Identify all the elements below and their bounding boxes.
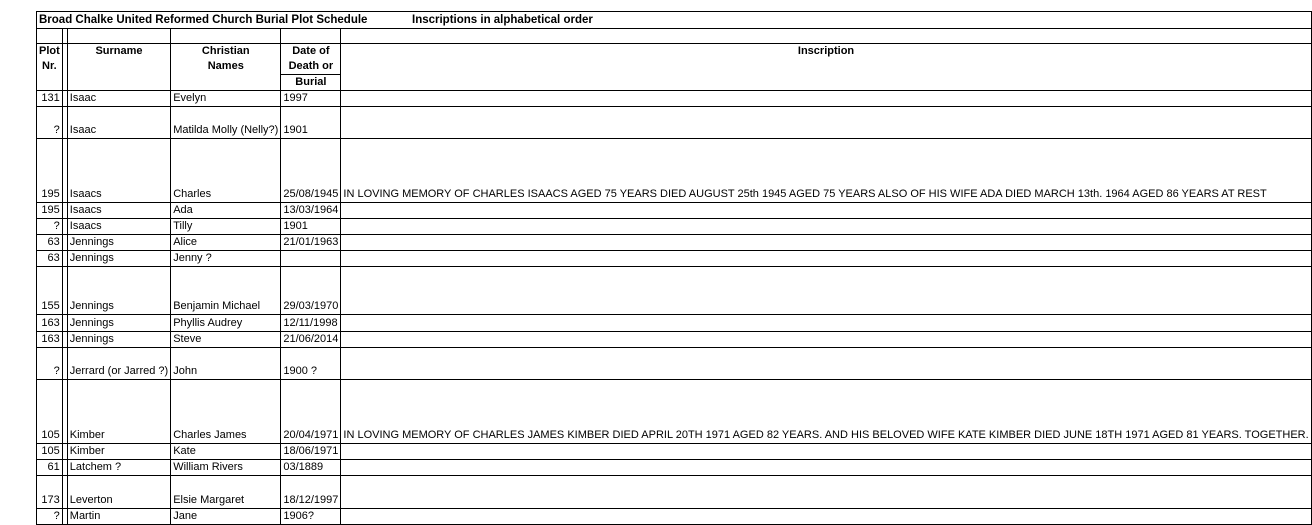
header-christian-line1: Christian xyxy=(201,45,250,57)
header-inscription: Inscription xyxy=(341,44,1311,91)
sheet-title: Broad Chalke United Reformed Church Burial Plot Schedule xyxy=(39,14,368,26)
header-date xyxy=(281,44,341,91)
table-row xyxy=(37,315,1312,332)
sheet-subtitle: Inscriptions in alphabetical order xyxy=(412,14,593,26)
date-cell: 21/06/2014 xyxy=(281,332,341,348)
date-cell: 1901 xyxy=(281,107,341,139)
plot-cell: 105 xyxy=(37,380,63,444)
table-row xyxy=(37,107,1312,139)
table-row xyxy=(37,380,1312,444)
surname-cell: Jennings xyxy=(67,251,170,267)
christian-name-cell: Benjamin Michael xyxy=(171,267,281,315)
header-plot-line1: Plot xyxy=(39,45,60,57)
date-cell: 13/03/1964 xyxy=(281,203,341,219)
table-row xyxy=(37,332,1312,348)
inscription-cell xyxy=(341,460,1311,476)
surname-cell: Isaacs xyxy=(67,203,170,219)
inscription-cell xyxy=(341,348,1311,380)
date-cell: 1901 xyxy=(281,219,341,235)
plot-cell: 61 xyxy=(37,460,63,476)
inscription-cell: IN LOVING MEMORY OF CHARLES JAMES KIMBER DIED APRIL 20TH 1971 AGED 82 YEARS. AND HIS BELOVED WIFE KATE KIMBER DIED JUNE 18TH 1971 AGED 81 YEARS. TOGETHER. xyxy=(341,380,1311,444)
date-cell: 03/1889 xyxy=(281,460,341,476)
christian-name-cell: Evelyn xyxy=(171,91,281,107)
plot-cell: 105 xyxy=(37,444,63,460)
christian-name-cell: John xyxy=(171,348,281,380)
surname-cell: Jennings xyxy=(67,235,170,251)
table-row xyxy=(37,444,1312,460)
header-plot xyxy=(37,44,63,91)
inscription-cell xyxy=(341,509,1311,525)
surname-cell: Jennings xyxy=(67,315,170,332)
surname-cell: Latchem ? xyxy=(67,460,170,476)
table-row xyxy=(37,460,1312,476)
date-cell: 1997 xyxy=(281,91,341,107)
date-cell: 1900 ? xyxy=(281,348,341,380)
plot-cell: 163 xyxy=(37,332,63,348)
inscription-cell xyxy=(341,267,1311,315)
surname-cell: Isaac xyxy=(67,91,170,107)
header-date-line1: Date of xyxy=(292,45,330,57)
title-cell xyxy=(37,12,1312,29)
inscription-cell xyxy=(341,203,1311,219)
surname-cell: Isaacs xyxy=(67,219,170,235)
plot-cell: 195 xyxy=(37,203,63,219)
date-cell: 12/11/1998 xyxy=(281,315,341,332)
inscription-cell xyxy=(341,219,1311,235)
plot-cell: 155 xyxy=(37,267,63,315)
plot-cell: ? xyxy=(37,107,63,139)
surname-cell: Kimber xyxy=(67,444,170,460)
inscription-cell xyxy=(341,251,1311,267)
plot-cell: 63 xyxy=(37,251,63,267)
surname-cell: Jennings xyxy=(67,332,170,348)
header-date-line3: Burial xyxy=(281,74,340,90)
inscription-cell xyxy=(341,332,1311,348)
date-cell: 1906? xyxy=(281,509,341,525)
table-row xyxy=(37,476,1312,509)
christian-name-cell: Jenny ? xyxy=(171,251,281,267)
burial-schedule-table xyxy=(36,11,1312,525)
surname-cell: Jerrard (or Jarred ?) xyxy=(67,348,170,380)
table-row xyxy=(37,139,1312,203)
inscription-cell xyxy=(341,315,1311,332)
header-surname: Surname xyxy=(67,44,170,91)
plot-cell: 173 xyxy=(37,476,63,509)
christian-name-cell: Tilly xyxy=(171,219,281,235)
surname-cell: Isaacs xyxy=(67,139,170,203)
date-cell: 21/01/1963 xyxy=(281,235,341,251)
spacer-row xyxy=(37,29,1312,44)
plot-cell: 195 xyxy=(37,139,63,203)
date-cell: 29/03/1970 xyxy=(281,267,341,315)
header-christian-line2: Names xyxy=(207,60,244,72)
inscription-cell xyxy=(341,444,1311,460)
plot-cell: 163 xyxy=(37,315,63,332)
date-cell: 18/06/1971 xyxy=(281,444,341,460)
surname-cell: Martin xyxy=(67,509,170,525)
christian-name-cell: Steve xyxy=(171,332,281,348)
table-row xyxy=(37,203,1312,219)
plot-cell: ? xyxy=(37,219,63,235)
header-plot-line2: Nr. xyxy=(42,60,57,72)
plot-cell: 131 xyxy=(37,91,63,107)
date-cell: 20/04/1971 xyxy=(281,380,341,444)
christian-name-cell: Phyllis Audrey xyxy=(171,315,281,332)
table-row xyxy=(37,219,1312,235)
date-cell: 25/08/1945 xyxy=(281,139,341,203)
date-cell: 18/12/1997 xyxy=(281,476,341,509)
christian-name-cell: Elsie Margaret xyxy=(171,476,281,509)
christian-name-cell: Ada xyxy=(171,203,281,219)
christian-name-cell: Matilda Molly (Nelly?) xyxy=(171,107,281,139)
table-row xyxy=(37,348,1312,380)
plot-cell: ? xyxy=(37,348,63,380)
christian-name-cell: Alice xyxy=(171,235,281,251)
header-row xyxy=(37,44,1312,91)
plot-cell: 63 xyxy=(37,235,63,251)
date-cell xyxy=(281,251,341,267)
christian-name-cell: Kate xyxy=(171,444,281,460)
table-row xyxy=(37,251,1312,267)
surname-cell: Isaac xyxy=(67,107,170,139)
inscription-cell xyxy=(341,107,1311,139)
table-row xyxy=(37,509,1312,525)
christian-name-cell: Charles xyxy=(171,139,281,203)
inscription-cell xyxy=(341,476,1311,509)
christian-name-cell: Charles James xyxy=(171,380,281,444)
christian-name-cell: Jane xyxy=(171,509,281,525)
surname-cell: Kimber xyxy=(67,380,170,444)
burial-schedule-sheet xyxy=(36,11,1312,525)
header-date-line2: Death or xyxy=(288,60,334,72)
table-row xyxy=(37,91,1312,107)
title-row xyxy=(37,12,1312,29)
header-christian xyxy=(171,44,281,91)
table-row xyxy=(37,267,1312,315)
table-row xyxy=(37,235,1312,251)
christian-name-cell: William Rivers xyxy=(171,460,281,476)
inscription-cell xyxy=(341,235,1311,251)
surname-cell: Jennings xyxy=(67,267,170,315)
plot-cell: ? xyxy=(37,509,63,525)
inscription-cell: IN LOVING MEMORY OF CHARLES ISAACS AGED 75 YEARS DIED AUGUST 25th 1945 AGED 75 YEARS ALSO OF HIS WIFE ADA DIED MARCH 13th. 1964 AGED 86 YEARS AT REST xyxy=(341,139,1311,203)
surname-cell: Leverton xyxy=(67,476,170,509)
inscription-cell xyxy=(341,91,1311,107)
